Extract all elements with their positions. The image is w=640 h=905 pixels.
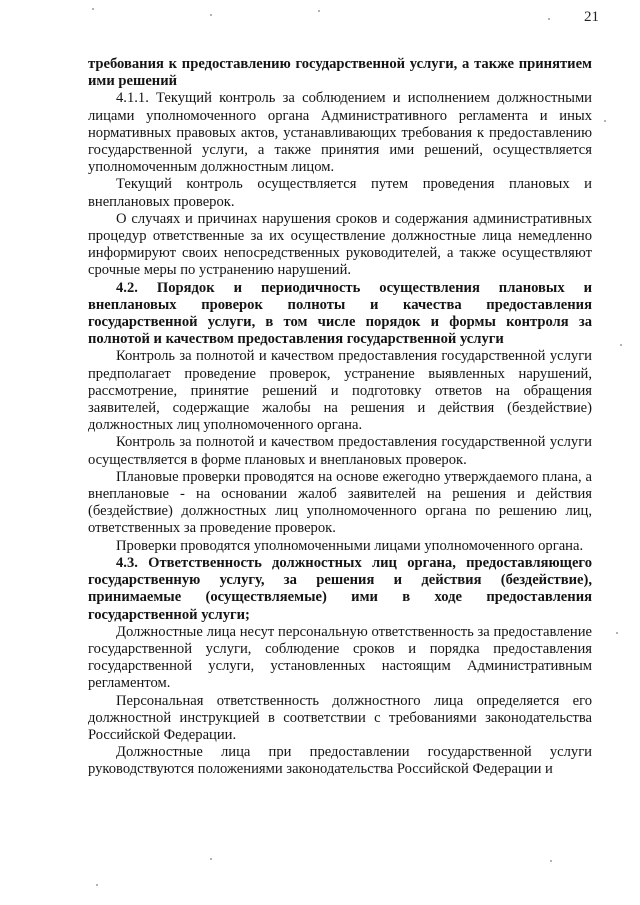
scan-speck (210, 14, 212, 16)
scan-speck (548, 18, 550, 20)
section-heading-continuation: требования к предоставлению государственной услуги, а также принятием ими решений (88, 56, 592, 90)
scan-speck (620, 344, 622, 346)
paragraph-personal-responsibility: Должностные лица несут персональную ответственность за предоставление государственной услуги, соблюдение сроков и порядка предоставления государственной услуги, установленных настоящим Административным регламентом. (88, 623, 592, 692)
page-number: 21 (584, 9, 599, 25)
document-body (88, 56, 592, 779)
paragraph-inspections: Текущий контроль осуществляется путем проведения плановых и внеплановых проверок. (88, 176, 592, 210)
section-heading-4-2: 4.2. Порядок и периодичность осуществления плановых и внеплановых проверок полноты и качества предоставления государственной услуги, в том числе порядок и формы контроля за полнотой и качеством предоставления государственной услуги (88, 279, 592, 348)
scan-speck (550, 860, 552, 862)
paragraph-violations: О случаях и причинах нарушения сроков и содержания административных процедур ответственные за их осуществление должностные лица немедленно информируют своих непосредственных руководителей, а также осуществляют срочные меры по устранению нарушений. (88, 210, 592, 279)
paragraph-planned-inspections: Плановые проверки проводятся на основе ежегодно утверждаемого плана, а внеплановые - на основании жалоб заявителей на решения и действия (бездействие) должностных лиц уполномоченного органа по решению лиц, ответственных за проведение проверок. (88, 468, 592, 537)
scan-speck (210, 858, 212, 860)
scan-speck (92, 8, 94, 10)
scan-speck (96, 884, 98, 886)
paragraph-legislation: Должностные лица при предоставлении государственной услуги руководствуются положениями законодательства Российской Федерации и (88, 744, 592, 778)
section-heading-4-3: 4.3. Ответственность должностных лиц органа, предоставляющего государственную услугу, за решения и действия (бездействие), принимаемые (осуществляемые) ими в ходе предоставления государственной услуги; (88, 554, 592, 623)
paragraph-quality-control: Контроль за полнотой и качеством предоставления государственной услуги предполагает проведение проверок, устранение выявленных нарушений, рассмотрение, принятие решений и подготовку ответов на обращения заявителей, содержащие жалобы на решения и действия (бездействие) должностных лиц уполномоченного органа. (88, 348, 592, 434)
paragraph-control-form: Контроль за полнотой и качеством предоставления государственной услуги осуществляется в форме плановых и внеплановых проверок. (88, 434, 592, 468)
paragraph-job-instruction: Персональная ответственность должностного лица определяется его должностной инструкцией в соответствии с требованиями законодательства Российской Федерации. (88, 692, 592, 743)
scan-speck (318, 10, 320, 12)
paragraph-current-control: 4.1.1. Текущий контроль за соблюдением и исполнением должностными лицами уполномоченного органа Административного регламента и иных нормативных правовых актов, устанавливающих требования к предоставлению государственной услуги, а также принятия ими решений, осуществляется уполномоченным должностным лицом. (88, 90, 592, 176)
scan-speck (604, 120, 606, 122)
scan-speck (616, 632, 618, 634)
paragraph-inspectors: Проверки проводятся уполномоченными лицами уполномоченного органа. (116, 537, 584, 554)
